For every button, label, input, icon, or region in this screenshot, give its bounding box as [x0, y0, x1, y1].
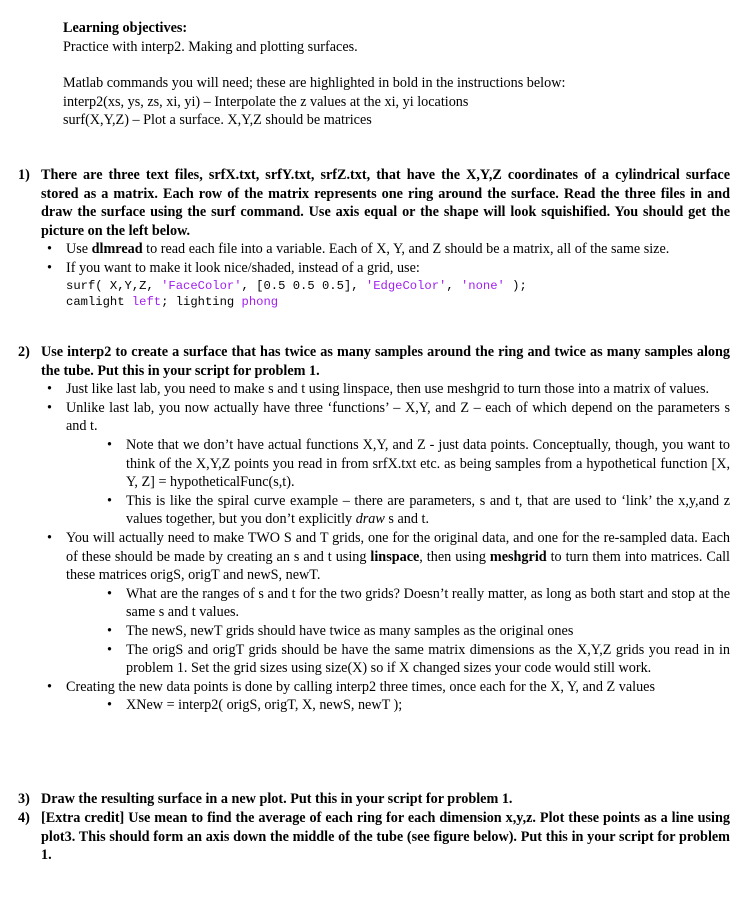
- bullet: • Use dlmread to read each file into a variable. Each of X, Y, and Z should be a matrix, all of the same size.: [18, 240, 730, 259]
- task-2: [18, 343, 730, 715]
- bullet: • Unlike last lab, you now actually have three ‘functions’ – X,Y, and Z – each of which depend on the parameters s and t.: [18, 399, 730, 436]
- task-text: [Extra credit] Use mean to find the average of each ring for each dimension x,y,z. Plot these points as a line using plot3. This should form an axis down the middle of the tube (see figure below). Put this in your script for problem 1.: [41, 810, 730, 864]
- objectives-line: Practice with interp2. Making and plotting surfaces.: [63, 38, 358, 55]
- command-interp2: interp2(xs, ys, zs, xi, yi) – Interpolate the z values at the xi, yi locations: [63, 93, 469, 110]
- code-line: camlight left; lighting phong: [66, 294, 279, 309]
- bullet: • Creating the new data points is done by calling interp2 three times, once each for the X, Y, and Z values: [18, 678, 730, 697]
- objectives-heading: Learning objectives:: [63, 20, 188, 36]
- task-number: 2): [18, 344, 30, 360]
- task-text: Use interp2 to create a surface that has twice as many samples around the ring and twice as many samples along the tube. Put this in your script for problem 1.: [41, 344, 730, 379]
- commands-intro: Matlab commands you will need; these are highlighted in bold in the instructions below:: [63, 75, 566, 92]
- task-text: There are three text files, srfX.txt, srfY.txt, srfZ.txt, that have the X,Y,Z coordinates of a cylindrical surface stored as a matrix. Each row of the matrix represents one ring around the surface. Read the three files in and draw the surface using the surf command. Use axis equal or the shape will look squishified. You should get the picture on the left below.: [41, 167, 730, 239]
- task-3: [18, 790, 730, 809]
- sub-bullet: • This is like the spiral curve example – there are parameters, s and t, that are used to ‘link’ the x,y,and z values together, but you don’t explicitly draw s and t.: [18, 492, 730, 529]
- task-text: Draw the resulting surface in a new plot. Put this in your script for problem 1.: [41, 791, 513, 807]
- sub-bullet: • Note that we don’t have actual functions X,Y, and Z - just data points. Conceptually, though, you want to think of the X,Y,Z points you read in from srfX.txt etc. as being samples from a hypothetical function [X, Y, Z] = hypotheticalFunc(s,t).: [18, 436, 730, 492]
- sub-bullet: • XNew = interp2( origS, origT, X, newS, newT );: [18, 696, 730, 715]
- bullet: • You will actually need to make TWO S and T grids, one for the original data, and one for the re-sampled data. Each of these should be made by creating an s and t using linspace, then using meshgrid to turn them into matrices. Call these matrices origS, origT and newS, newT.: [18, 529, 730, 585]
- task-4: [18, 809, 730, 865]
- task-1: [18, 166, 730, 310]
- task-number: 1): [18, 167, 30, 183]
- bullet: • Just like last lab, you need to make s and t using linspace, then use meshgrid to turn those into a matrix of values.: [18, 380, 730, 399]
- task-number: 3): [18, 791, 30, 807]
- sub-bullet: • The newS, newT grids should have twice as many samples as the original ones: [18, 622, 730, 641]
- sub-bullet: • What are the ranges of s and t for the two grids? Doesn’t really matter, as long as both start and stop at the same s and t values.: [18, 585, 730, 622]
- sub-bullet: • The origS and origT grids should be have the same matrix dimensions as the X,Y,Z grids you read in in problem 1. Set the grid sizes using size(X) so if X changed sizes your code would still work.: [18, 641, 730, 678]
- bullet: • If you want to make it look nice/shaded, instead of a grid, use:: [18, 259, 730, 278]
- code-line: surf( X,Y,Z, 'FaceColor', [0.5 0.5 0.5], 'EdgeColor', 'none' );: [66, 278, 527, 293]
- command-surf: surf(X,Y,Z) – Plot a surface. X,Y,Z should be matrices: [63, 112, 372, 129]
- task-number: 4): [18, 810, 30, 826]
- intro-section: [63, 19, 743, 130]
